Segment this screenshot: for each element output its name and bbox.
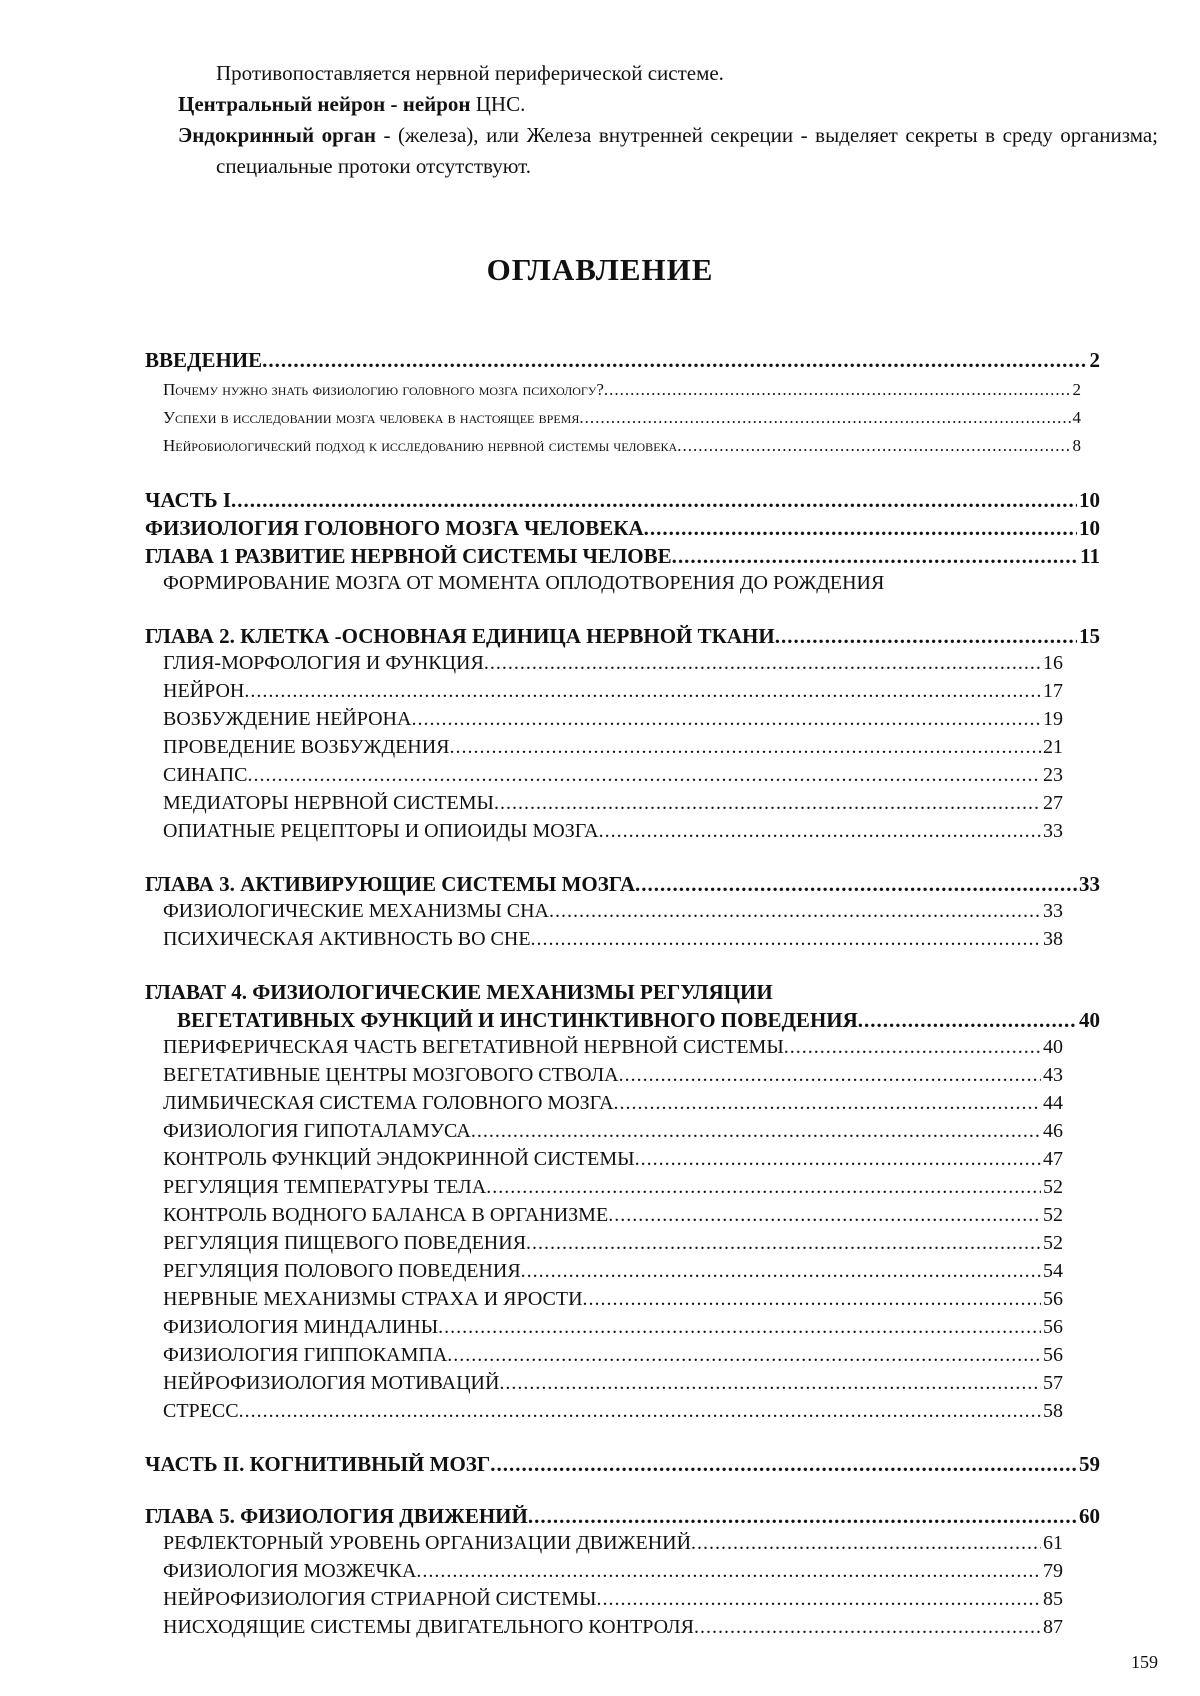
toc-page: 60 bbox=[1077, 1504, 1100, 1529]
toc-page: 47 bbox=[1041, 1148, 1063, 1171]
toc-page: 54 bbox=[1041, 1260, 1063, 1283]
toc-entry-chapter-4-13[interactable] bbox=[163, 1372, 1063, 1395]
toc-label: НЕРВНЫЕ МЕХАНИЗМЫ СТРАХА И ЯРОСТИ bbox=[163, 1288, 583, 1311]
toc-page: 11 bbox=[1078, 544, 1100, 569]
toc-label: ФОРМИРОВАНИЕ МОЗГА ОТ МОМЕНТА ОПЛОДОТВОРЕНИЯ ДО РОЖДЕНИЯ bbox=[163, 572, 884, 595]
toc-label: РЕГУЛЯЦИЯ ПИЩЕВОГО ПОВЕДЕНИЯ bbox=[163, 1232, 526, 1255]
toc-page: 43 bbox=[1041, 1064, 1063, 1087]
toc-label: ФИЗИОЛОГИЯ ГИППОКАМПА bbox=[163, 1344, 447, 1367]
toc-label: ВЕГЕТАТИВНЫХ ФУНКЦИЙ И ИНСТИНКТИВНОГО ПОВЕДЕНИЯ bbox=[177, 1008, 858, 1033]
toc-page: 33 bbox=[1041, 900, 1063, 923]
toc-page: 59 bbox=[1077, 1452, 1100, 1477]
toc-page: 33 bbox=[1041, 820, 1063, 843]
toc-label: Почему нужно знать физиологию головного мозга психологу? bbox=[163, 380, 604, 400]
toc-label: МЕДИАТОРЫ НЕРВНОЙ СИСТЕМЫ bbox=[163, 792, 494, 815]
toc-page: 87 bbox=[1041, 1616, 1063, 1639]
toc-entry-chapter-4-14[interactable] bbox=[163, 1400, 1063, 1423]
intro-line-3 bbox=[178, 120, 1158, 182]
toc-label: ФИЗИОЛОГИЯ МОЗЖЕЧКА bbox=[163, 1560, 416, 1583]
toc-label: ПРОВЕДЕНИЕ ВОЗБУЖДЕНИЯ bbox=[163, 736, 450, 759]
toc-label: Успехи в исследовании мозга человека в настоящее время bbox=[163, 408, 579, 428]
toc-label: НЕЙРОН bbox=[163, 680, 244, 703]
toc-label: ГЛАВА 3. АКТИВИРУЮЩИЕ СИСТЕМЫ МОЗГА bbox=[145, 872, 635, 897]
toc-label: КОНТРОЛЬ ФУНКЦИЙ ЭНДОКРИННОЙ СИСТЕМЫ bbox=[163, 1148, 635, 1171]
toc-page: 61 bbox=[1041, 1532, 1063, 1555]
toc-page: 56 bbox=[1041, 1316, 1063, 1339]
toc-page: 56 bbox=[1041, 1288, 1063, 1311]
toc-label: НЕЙРОФИЗИОЛОГИЯ МОТИВАЦИЙ bbox=[163, 1372, 499, 1395]
toc-entry-chapter-4-line-1[interactable] bbox=[145, 980, 1100, 1005]
toc-entry-part-2[interactable] bbox=[145, 1452, 1100, 1477]
toc-entry-chapter-2-1[interactable] bbox=[163, 652, 1063, 675]
toc-entry-chapter-2-4[interactable] bbox=[163, 736, 1063, 759]
toc-entry-chapter-2-2[interactable] bbox=[163, 680, 1063, 703]
definition-central-neuron: ЦНС. bbox=[471, 92, 526, 116]
definition-endocrine-organ: - (железа), или Железа внутренней секреции - выделяет секреты в среду организма; специальные протоки отсутствуют. bbox=[216, 123, 1158, 178]
toc-label: ВВЕДЕНИЕ bbox=[145, 348, 262, 373]
toc-label: ЛИМБИЧЕСКАЯ СИСТЕМА ГОЛОВНОГО МОЗГА bbox=[163, 1092, 614, 1115]
toc-page: 19 bbox=[1041, 708, 1063, 731]
toc-label: ФИЗИОЛОГИЯ ГОЛОВНОГО МОЗГА ЧЕЛОВЕКА bbox=[145, 516, 644, 541]
toc-entry-chapter-2-5[interactable] bbox=[163, 764, 1063, 787]
toc-label: ВОЗБУЖДЕНИЕ НЕЙРОНА bbox=[163, 708, 411, 731]
toc-page: 8 bbox=[1071, 436, 1082, 456]
toc-entry-chapter-3[interactable] bbox=[145, 872, 1100, 897]
toc-label: ФИЗИОЛОГИЯ ГИПОТАЛАМУСА bbox=[163, 1120, 471, 1143]
intro-line-2 bbox=[178, 89, 1158, 120]
toc-entry-chapter-2-6[interactable] bbox=[163, 792, 1063, 815]
toc-label: КОНТРОЛЬ ВОДНОГО БАЛАНСА В ОРГАНИЗМЕ bbox=[163, 1204, 608, 1227]
toc-label: ФИЗИОЛОГИЧЕСКИЕ МЕХАНИЗМЫ СНА bbox=[163, 900, 549, 923]
toc-page: 23 bbox=[1041, 764, 1063, 787]
toc-label: СТРЕСС bbox=[163, 1400, 239, 1423]
toc-label: СИНАПС bbox=[163, 764, 247, 787]
toc-page: 79 bbox=[1041, 1560, 1063, 1583]
toc-entry-intro-2[interactable] bbox=[163, 408, 1081, 428]
toc-page: 85 bbox=[1041, 1588, 1063, 1611]
toc-label: РЕГУЛЯЦИЯ ПОЛОВОГО ПОВЕДЕНИЯ bbox=[163, 1260, 521, 1283]
toc-entry-chapter-1-1[interactable] bbox=[163, 572, 1118, 595]
toc-label: ГЛАВА 5. ФИЗИОЛОГИЯ ДВИЖЕНИЙ bbox=[145, 1504, 528, 1529]
toc-entry-chapter-5-2[interactable] bbox=[163, 1560, 1063, 1583]
toc-entry-chapter-5[interactable] bbox=[145, 1504, 1100, 1529]
toc-entry-chapter-5-4[interactable] bbox=[163, 1616, 1063, 1639]
toc-entry-chapter-1[interactable] bbox=[145, 544, 1100, 569]
intro-line-1: Противопоставляется нервной периферической системе. bbox=[178, 58, 1158, 89]
toc-entry-chapter-3-1[interactable] bbox=[163, 900, 1063, 923]
toc-label: НЕЙРОФИЗИОЛОГИЯ СТРИАРНОЙ СИСТЕМЫ bbox=[163, 1588, 596, 1611]
toc-page: 2 bbox=[1088, 348, 1101, 373]
toc-label: ЧАСТЬ I bbox=[145, 488, 231, 513]
toc-entry-chapter-4-1[interactable] bbox=[163, 1036, 1063, 1059]
toc-entry-chapter-4-12[interactable] bbox=[163, 1344, 1063, 1367]
toc-entry-chapter-5-1[interactable] bbox=[163, 1532, 1063, 1555]
toc-title: ОГЛАВЛЕНИЕ bbox=[0, 252, 1200, 288]
intro-text bbox=[178, 58, 1158, 182]
toc-entry-chapter-5-3[interactable] bbox=[163, 1588, 1063, 1611]
toc-entry-chapter-4-9[interactable] bbox=[163, 1260, 1063, 1283]
toc-label: ГЛАВА 1 РАЗВИТИЕ НЕРВНОЙ СИСТЕМЫ ЧЕЛОВЕ bbox=[145, 544, 672, 569]
toc-label: ГЛИЯ-МОРФОЛОГИЯ И ФУНКЦИЯ bbox=[163, 652, 484, 675]
toc-label: ПСИХИЧЕСКАЯ АКТИВНОСТЬ ВО СНЕ bbox=[163, 928, 531, 951]
toc-label: ОПИАТНЫЕ РЕЦЕПТОРЫ И ОПИОИДЫ МОЗГА bbox=[163, 820, 599, 843]
toc-entry-chapter-4[interactable] bbox=[177, 1008, 1100, 1033]
term-central-neuron: Центральный нейрон - нейрон bbox=[178, 92, 471, 116]
toc-page: 52 bbox=[1041, 1176, 1063, 1199]
toc-page: 56 bbox=[1041, 1344, 1063, 1367]
toc-page: 21 bbox=[1041, 736, 1063, 759]
term-endocrine-organ: Эндокринный орган bbox=[178, 123, 376, 147]
toc-label: ГЛАВА 2. КЛЕТКА -ОСНОВНАЯ ЕДИНИЦА НЕРВНОЙ ТКАНИ bbox=[145, 624, 775, 649]
toc-page: 17 bbox=[1041, 680, 1063, 703]
toc-page: 52 bbox=[1041, 1204, 1063, 1227]
toc-page: 2 bbox=[1071, 380, 1082, 400]
toc-page: 10 bbox=[1077, 488, 1100, 513]
toc-entry-chapter-2[interactable] bbox=[145, 624, 1100, 649]
toc-entry-chapter-4-2[interactable] bbox=[163, 1064, 1063, 1087]
toc-page: 15 bbox=[1077, 624, 1100, 649]
toc-page: 40 bbox=[1041, 1036, 1063, 1059]
toc-entry-part-1[interactable] bbox=[145, 488, 1100, 513]
toc-page: 27 bbox=[1041, 792, 1063, 815]
toc-entry-chapter-4-6[interactable] bbox=[163, 1176, 1063, 1199]
toc-entry-chapter-2-3[interactable] bbox=[163, 708, 1063, 731]
toc-entry-chapter-4-8[interactable] bbox=[163, 1232, 1063, 1255]
toc-label: РЕГУЛЯЦИЯ ТЕМПЕРАТУРЫ ТЕЛА bbox=[163, 1176, 486, 1199]
toc-label: РЕФЛЕКТОРНЫЙ УРОВЕНЬ ОРГАНИЗАЦИИ ДВИЖЕНИЙ bbox=[163, 1532, 691, 1555]
toc-entry-intro-3[interactable] bbox=[163, 436, 1081, 456]
toc-entry-chapter-4-11[interactable] bbox=[163, 1316, 1063, 1339]
toc-entry-chapter-4-5[interactable] bbox=[163, 1148, 1063, 1171]
toc-page: 16 bbox=[1041, 652, 1063, 675]
toc-label: ЧАСТЬ II. КОГНИТИВНЫЙ МОЗГ bbox=[145, 1452, 490, 1477]
toc-label: ВЕГЕТАТИВНЫЕ ЦЕНТРЫ МОЗГОВОГО СТВОЛА bbox=[163, 1064, 619, 1087]
toc-entry-intro-1[interactable] bbox=[163, 380, 1081, 400]
toc-label: НИСХОДЯЩИЕ СИСТЕМЫ ДВИГАТЕЛЬНОГО КОНТРОЛЯ bbox=[163, 1616, 694, 1639]
toc-entry-chapter-4-7[interactable] bbox=[163, 1204, 1063, 1227]
toc-page: 58 bbox=[1041, 1400, 1063, 1423]
toc-page: 46 bbox=[1041, 1120, 1063, 1143]
toc-page: 10 bbox=[1077, 516, 1100, 541]
toc-label: ГЛАВАТ 4. ФИЗИОЛОГИЧЕСКИЕ МЕХАНИЗМЫ РЕГУЛЯЦИИ bbox=[145, 980, 773, 1005]
toc-page: 44 bbox=[1041, 1092, 1063, 1115]
toc-page: 38 bbox=[1041, 928, 1063, 951]
toc-entry-chapter-2-7[interactable] bbox=[163, 820, 1063, 843]
toc-page: 33 bbox=[1077, 872, 1100, 897]
toc-label: ПЕРИФЕРИЧЕСКАЯ ЧАСТЬ ВЕГЕТАТИВНОЙ НЕРВНОЙ СИСТЕМЫ bbox=[163, 1036, 784, 1059]
toc-entry-chapter-4-10[interactable] bbox=[163, 1288, 1063, 1311]
toc-page: 4 bbox=[1071, 408, 1082, 428]
toc-page: 57 bbox=[1041, 1372, 1063, 1395]
toc-page: 52 bbox=[1041, 1232, 1063, 1255]
page-number: 159 bbox=[1131, 1652, 1158, 1673]
toc-entry-chapter-3-2[interactable] bbox=[163, 928, 1063, 951]
toc-entry-part-1-title[interactable] bbox=[145, 516, 1100, 541]
toc-page: 40 bbox=[1077, 1008, 1100, 1033]
toc-label: ФИЗИОЛОГИЯ МИНДАЛИНЫ bbox=[163, 1316, 438, 1339]
toc-entry-chapter-4-4[interactable] bbox=[163, 1120, 1063, 1143]
toc-entry-chapter-4-3[interactable] bbox=[163, 1092, 1063, 1115]
toc-label: Нейробиологический подход к исследованию нервной системы человека bbox=[163, 436, 677, 456]
toc-entry-intro[interactable] bbox=[145, 348, 1100, 373]
